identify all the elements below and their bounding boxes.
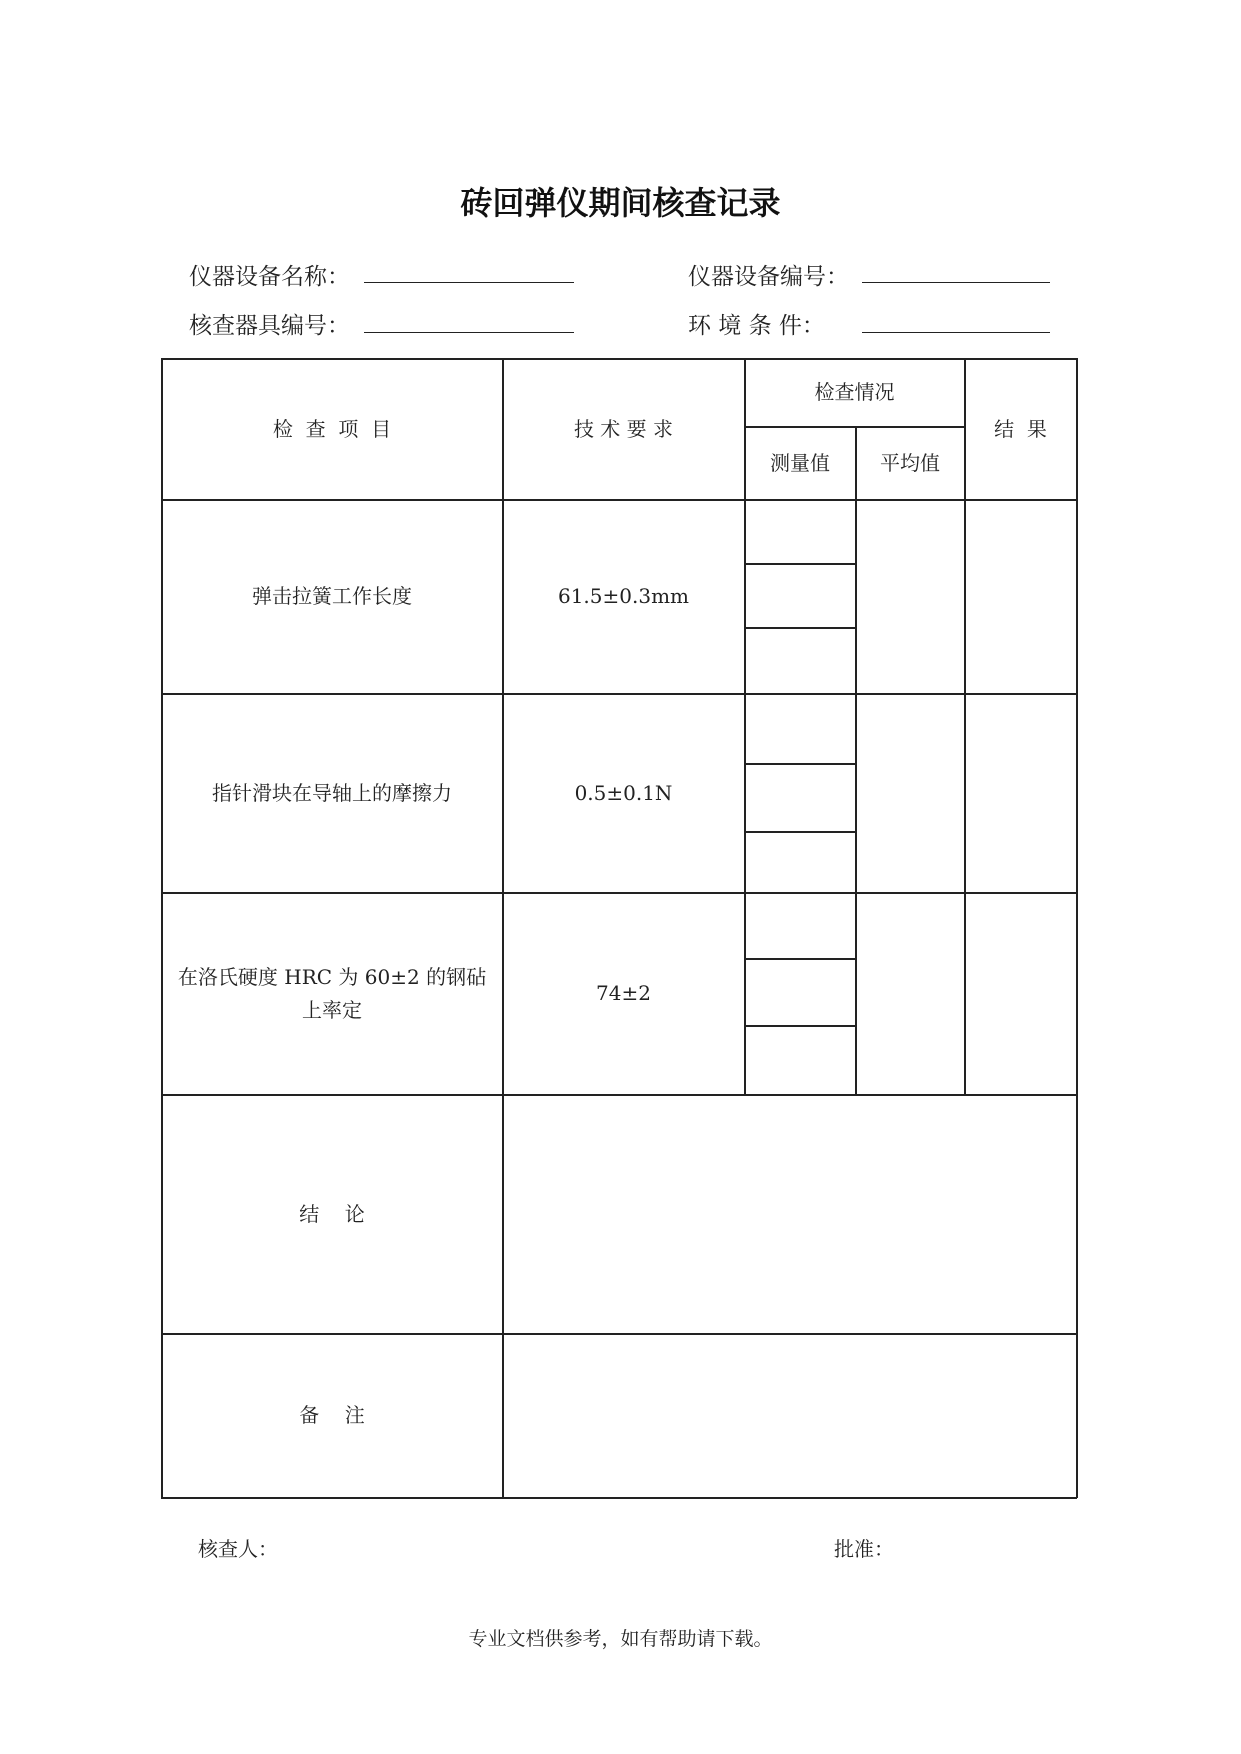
row-3-requirement: 74±2 <box>596 981 651 1005</box>
row-3-measured-2[interactable] <box>745 959 855 1025</box>
page-title: 砖回弹仪期间核查记录 <box>460 184 781 222</box>
row-2-measured-2[interactable] <box>745 764 855 831</box>
equipment-name-label: 仪器设备名称： <box>189 264 350 290</box>
remarks-label: 备 注 <box>299 1403 365 1427</box>
header-item: 检 查 项 目 <box>272 416 392 441</box>
row-1-result[interactable] <box>965 500 1076 693</box>
row-2-measured-1[interactable] <box>745 694 855 763</box>
row-1-requirement: 61.5±0.3mm <box>557 584 690 608</box>
row-2-result[interactable] <box>965 694 1076 892</box>
check-tool-no-label: 核查器具编号： <box>189 313 350 339</box>
environment-label: 环 境 条 件： <box>688 313 825 339</box>
header-measured: 测量值 <box>770 450 830 475</box>
header-average: 平均值 <box>880 450 940 475</box>
header-result: 结 果 <box>994 416 1047 441</box>
row-2-measured-3[interactable] <box>745 832 855 892</box>
approver-label: 批准： <box>834 1537 894 1561</box>
header-requirement: 技 术 要 求 <box>573 416 674 441</box>
conclusion-field[interactable] <box>503 1095 1076 1333</box>
row-2-average[interactable] <box>856 694 964 892</box>
conclusion-label: 结 论 <box>299 1201 365 1226</box>
checker-label: 核查人： <box>198 1537 278 1561</box>
row-1-measured-3[interactable] <box>745 628 855 693</box>
row-1-item: 弹击拉簧工作长度 <box>252 584 412 608</box>
remarks-field[interactable] <box>503 1334 1076 1497</box>
row-3-item: 在洛氏硬度 HRC 为 60±2 的钢砧上率定 <box>177 964 487 1022</box>
equipment-no-label: 仪器设备编号： <box>688 264 849 290</box>
row-1-measured-1[interactable] <box>745 500 855 563</box>
row-3-average[interactable] <box>856 893 964 1094</box>
header-inspection: 检查情况 <box>814 380 895 404</box>
row-1-measured-2[interactable] <box>745 564 855 627</box>
row-3-measured-3[interactable] <box>745 1026 855 1094</box>
row-3-measured-1[interactable] <box>745 893 855 958</box>
row-2-requirement: 0.5±0.1N <box>574 780 673 805</box>
footer-note: 专业文档供参考，如有帮助请下载。 <box>468 1628 773 1650</box>
row-3-result[interactable] <box>965 893 1076 1094</box>
row-1-average[interactable] <box>856 500 964 693</box>
row-2-item: 指针滑块在导轴上的摩擦力 <box>212 780 452 805</box>
